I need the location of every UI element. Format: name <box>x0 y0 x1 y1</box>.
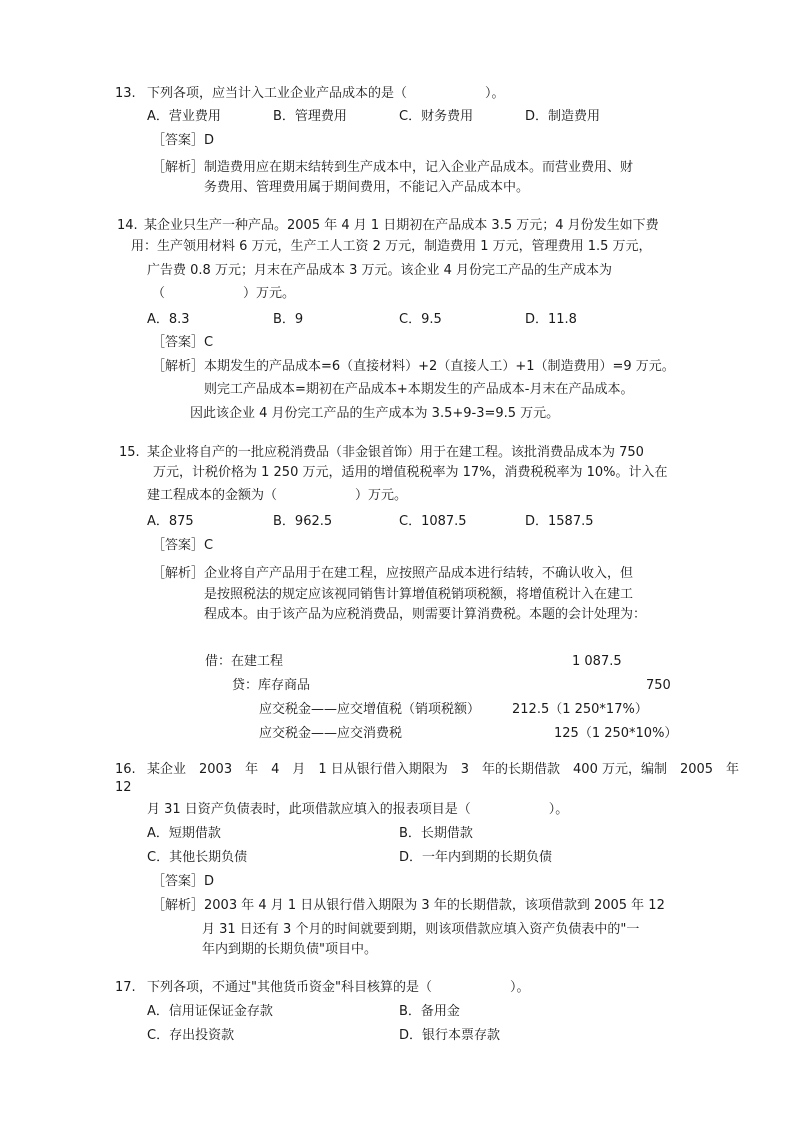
option-b: B．备用金 <box>399 1004 460 1019</box>
question-stem: 某企业将自产的一批应税消费品（非金银首饰）用于在建工程。该批消费品成本为 750 <box>147 445 644 460</box>
option-d: D．银行本票存款 <box>399 1028 501 1043</box>
debit-account: 借：在建工程 <box>205 654 284 669</box>
option-c: C．财务费用 <box>399 109 474 124</box>
question-stem: 万元，计税价格为 1 250 万元，适用的增值税税率为 17%，消费税税率为 10%。计入在 <box>153 465 668 480</box>
option-b: B．962.5 <box>273 514 333 529</box>
question-stem: 某企业只生产一种产品。2005 年 4 月 1 日期初在产品成本 3.5 万元；4 月份发生如下费 <box>144 218 659 233</box>
option-c: C．1087.5 <box>399 514 467 529</box>
answer: ［答案］C <box>152 335 214 350</box>
question-stem: 广告费 0.8 万元；月末在产品成本 3 万元。该企业 4 月份完工产品的生产成本为 <box>147 263 613 278</box>
answer: ［答案］D <box>152 874 215 889</box>
option-a: A．8.3 <box>147 312 190 327</box>
question-stem: 用：生产领用材料 6 万元，生产工人工资 2 万元，制造费用 1 万元，管理费用 1.5 万元， <box>131 239 652 254</box>
credit-subaccount: 应交税金——应交增值税（销项税额） <box>259 702 481 717</box>
analysis-line: 年内到期的长期负债"项目中。 <box>202 942 377 957</box>
option-d: D．一年内到期的长期负债 <box>399 850 553 865</box>
option-d: D．制造费用 <box>525 109 601 124</box>
analysis-line: 是按照税法的规定应该视同销售计算增值税销项税额，将增值税计入在建工 <box>204 587 634 602</box>
analysis-line: ［解析］制造费用应在期末结转到生产成本中，记入企业产品成本。而营业费用、财 <box>152 160 634 175</box>
analysis-line: ［解析］2003 年 4 月 1 日从银行借入期限为 3 年的长期借款，该项借款到 2005 年 12 <box>152 898 665 913</box>
question-stem: （ ）万元。 <box>152 286 296 301</box>
option-b: B．管理费用 <box>273 109 347 124</box>
option-d: D．1587.5 <box>525 514 594 529</box>
analysis-line: 月 31 日还有 3 个月的时间就要到期，则该项借款应填入资产负债表中的"一 <box>202 922 640 937</box>
question-stem: 某企业 2003 年 4 月 1 日从银行借入期限为 3 年的长期借款 400 万元，编制 2005 年 <box>147 762 740 777</box>
option-a: A．营业费用 <box>147 109 221 124</box>
credit-subaccount-amount: 125（1 250*10%） <box>554 726 678 741</box>
option-c: C．9.5 <box>399 312 442 327</box>
analysis-line: 务费用、管理费用属于期间费用，不能记入产品成本中。 <box>204 180 530 195</box>
question-stem: 月 31 日资产负债表时，此项借款应填入的报表项目是（ ）。 <box>147 802 569 817</box>
credit-account: 贷：库存商品 <box>232 678 311 693</box>
question-number: 16. <box>115 762 136 777</box>
option-a: A．875 <box>147 514 194 529</box>
option-a: A．短期借款 <box>147 826 221 841</box>
option-a: A．信用证保证金存款 <box>147 1004 273 1019</box>
option-b: B．9 <box>273 312 304 327</box>
option-c: C．其他长期负债 <box>147 850 248 865</box>
analysis-line: ［解析］本期发生的产品成本=6（直接材料）+2（直接人工）+1（制造费用）=9 万元。 <box>152 359 675 374</box>
analysis-line: 则完工产品成本=期初在产品成本+本期发生的产品成本-月末在产品成本。 <box>204 382 634 397</box>
option-b: B．长期借款 <box>399 826 473 841</box>
analysis-line: 程成本。由于该产品为应税消费品，则需要计算消费税。本题的会计处理为： <box>204 607 647 622</box>
answer: ［答案］D <box>152 133 215 148</box>
question-number: 14. <box>117 218 138 233</box>
option-d: D．11.8 <box>525 312 577 327</box>
credit-subaccount: 应交税金——应交消费税 <box>259 726 403 741</box>
question-stem: 建工程成本的金额为（ ）万元。 <box>147 488 408 503</box>
analysis-line: 因此该企业 4 月份完工产品的生产成本为 3.5+9-3=9.5 万元。 <box>190 406 560 421</box>
answer: ［答案］C <box>152 538 214 553</box>
question-stem: 下列各项，应当计入工业企业产品成本的是（ ）。 <box>147 86 505 101</box>
credit-subaccount-amount: 212.5（1 250*17%） <box>512 702 648 717</box>
option-c: C．存出投资款 <box>147 1028 235 1043</box>
question-number: 17. <box>115 980 136 995</box>
analysis-line: ［解析］企业将自产产品用于在建工程，应按照产品成本进行结转，不确认收入，但 <box>152 566 634 581</box>
credit-amount: 750 <box>646 678 671 693</box>
question-stem: 下列各项，不通过"其他货币资金"科目核算的是（ ）。 <box>147 980 530 995</box>
question-number: 13. <box>115 86 136 101</box>
question-number: 15. <box>119 445 140 460</box>
debit-amount: 1 087.5 <box>572 654 622 669</box>
question-stem: 12 <box>115 780 132 795</box>
